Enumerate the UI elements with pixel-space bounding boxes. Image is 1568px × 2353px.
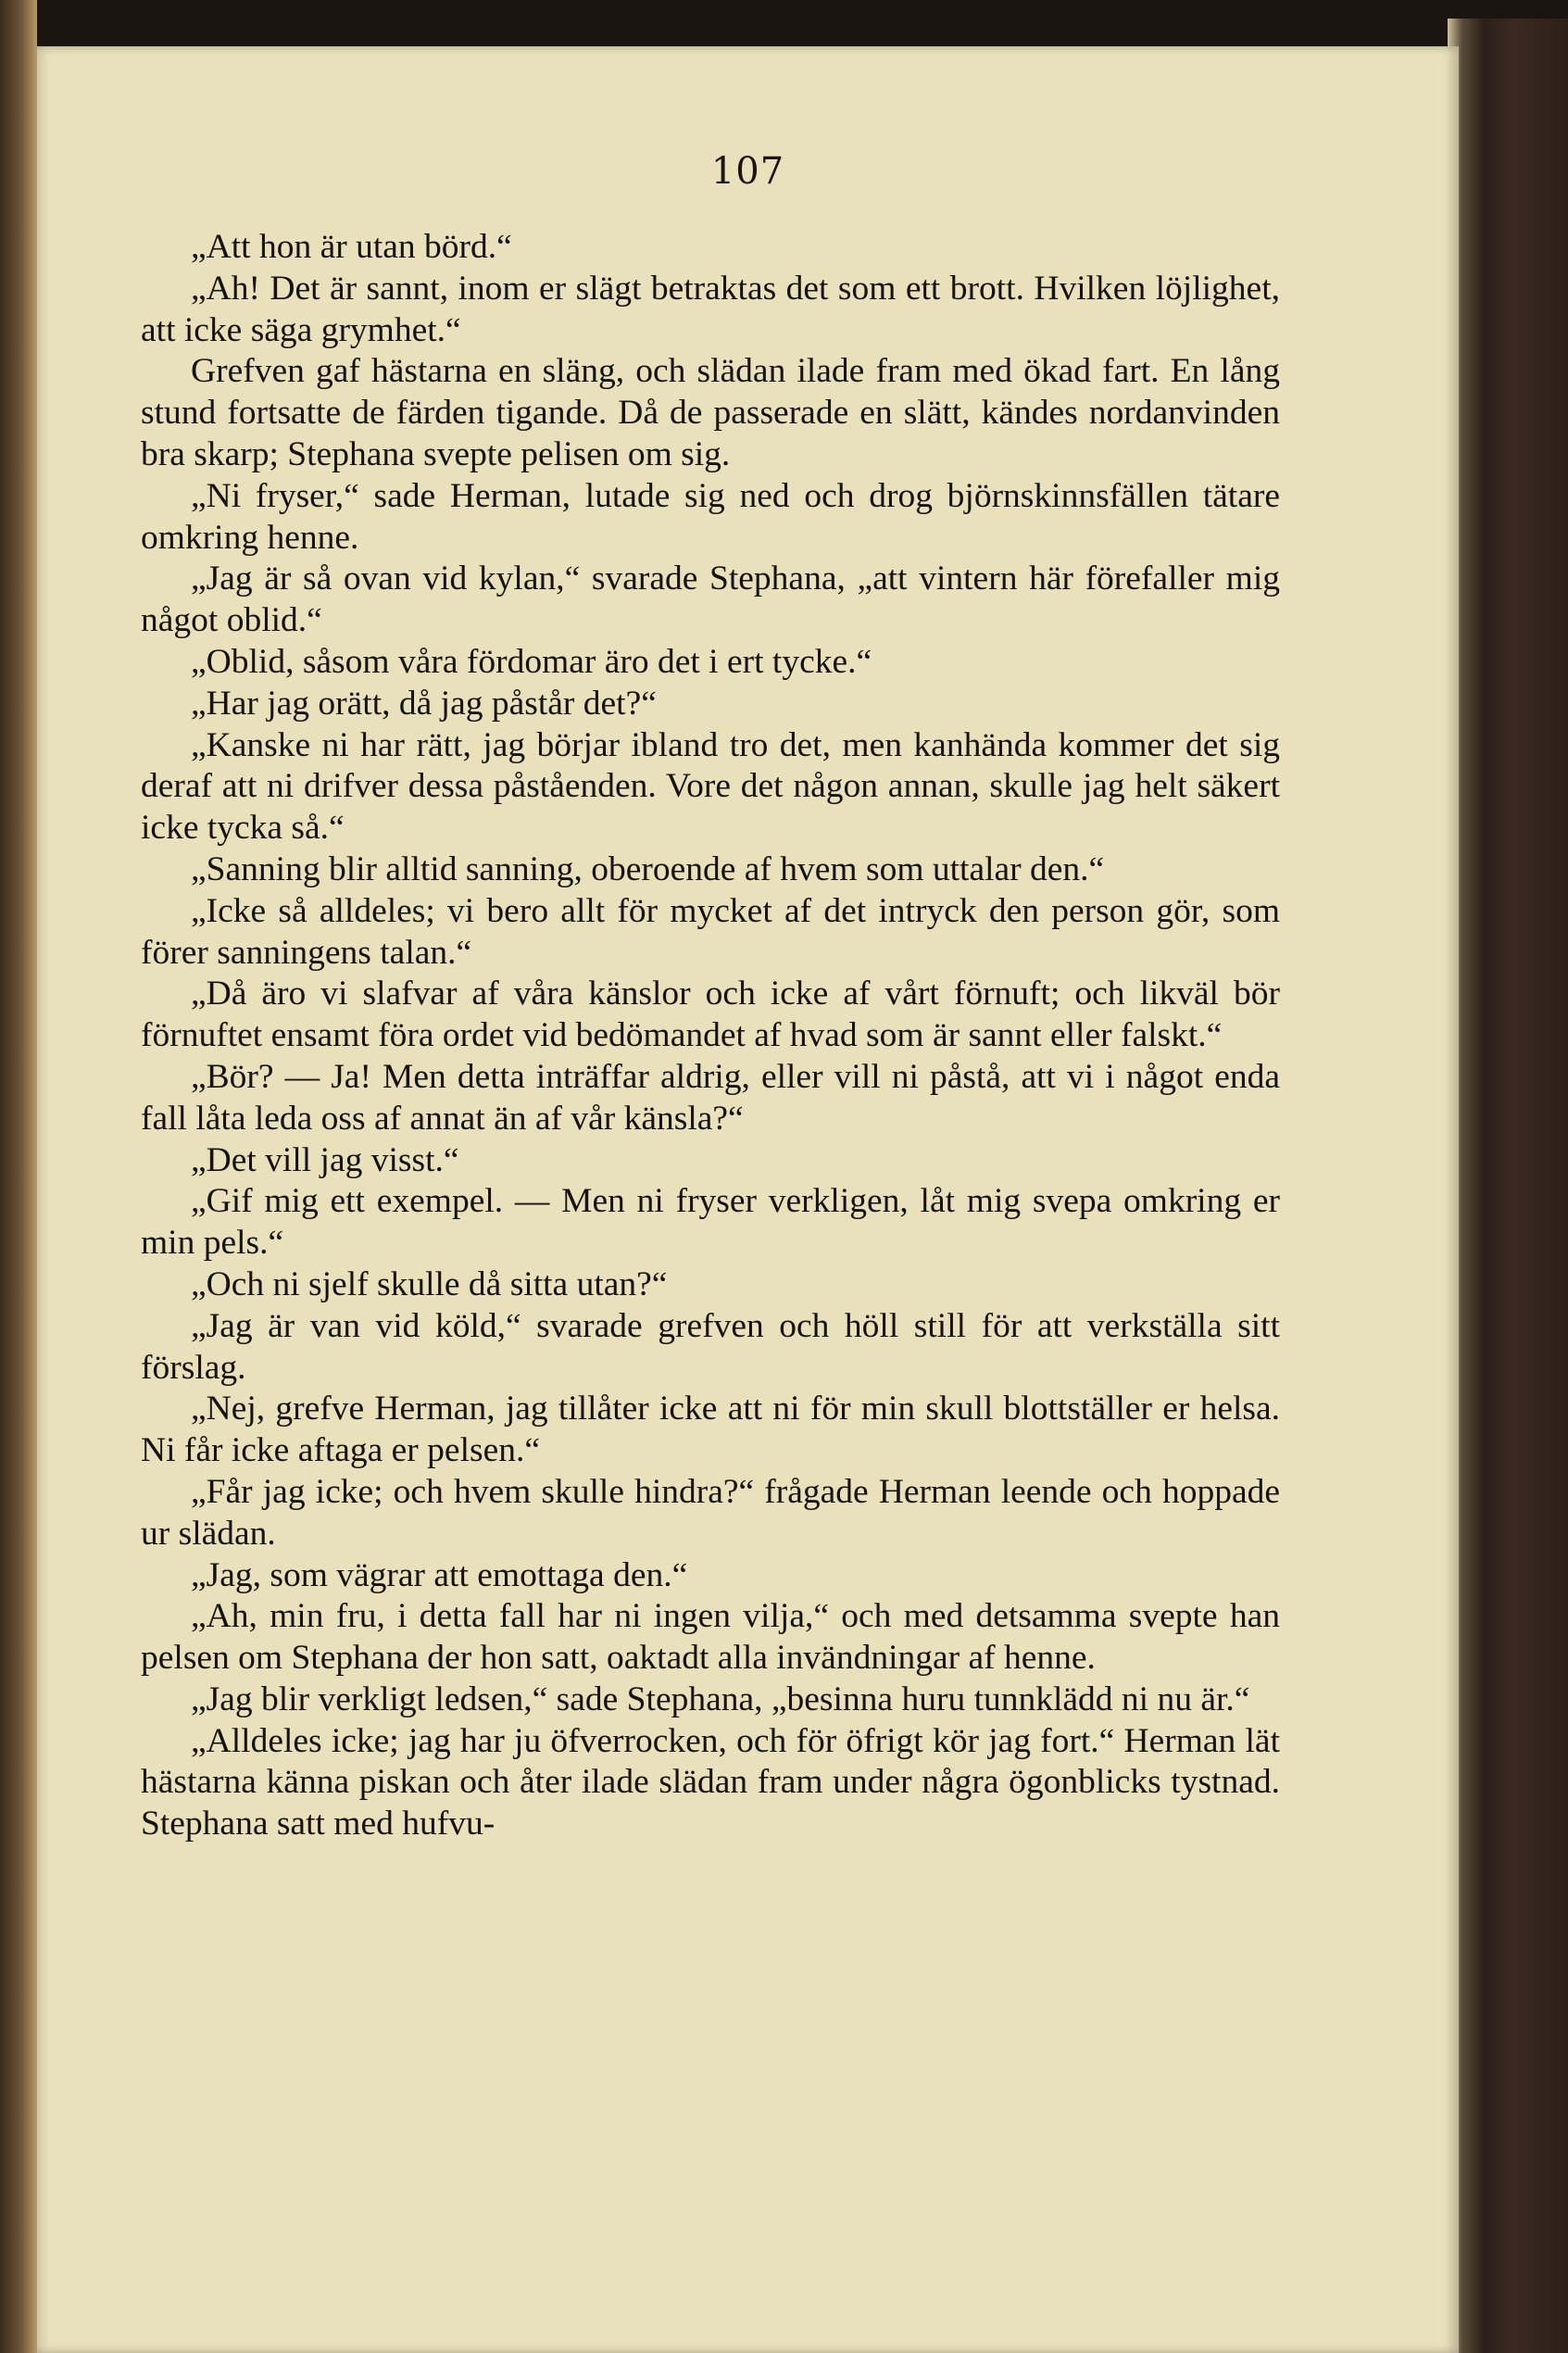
paragraph-11: „Då äro vi slafvar af våra känslor och icke af vårt förnuft; och likväl bör förnuftet ensamt föra ordet vid bedömandet af hvad som är sannt eller falskt.“ xyxy=(141,975,1280,1055)
paragraph-7: „Har jag orätt, då jag påstår det?“ xyxy=(191,684,657,723)
paragraph-14: „Gif mig ett exempel. — Men ni fryser verkligen, låt mig svepa omkring er min pels.“ xyxy=(141,1182,1280,1263)
book-binding-left xyxy=(0,0,37,2353)
paragraph-6: „Oblid, såsom våra fördomar äro det i ert tycke.“ xyxy=(191,642,872,681)
paragraph-10: „Icke så alldeles; vi bero allt för mycket af det intryck den person gör, som förer sanningens talan.“ xyxy=(141,891,1280,972)
book-cover-edge xyxy=(1448,19,1568,2353)
paragraph-8: „Kanske ni har rätt, jag börjar ibland tro det, men kanhända kommer det sig deraf att ni drifver dessa påståenden. Vore det någon annan, skulle jag helt säkert icke tycka så.“ xyxy=(141,725,1280,848)
body-text xyxy=(141,227,1280,1845)
paragraph-21: „Jag blir verkligt ledsen,“ sade Stephana, „besinna huru tunnklädd ni nu är.“ xyxy=(191,1680,1250,1718)
paragraph-22: „Alldeles icke; jag har ju öfverrocken, och för öfrigt kör jag fort.“ Herman lät hästarna känna piskan och åter ilade slädan fram under några ögonblicks tystnad. Stephana satt med hufvu- xyxy=(141,1721,1280,1843)
paragraph-20: „Ah, min fru, i detta fall har ni ingen vilja,“ och med detsamma svepte han pelsen om Stephana der hon satt, oaktadt alla invändningar af henne. xyxy=(141,1597,1280,1678)
book-page xyxy=(37,46,1459,2353)
paragraph-17: „Nej, grefve Herman, jag tillåter icke att ni för min skull blottställer er helsa. Ni får icke aftaga er pelsen.“ xyxy=(141,1390,1280,1470)
paragraph-18: „Får jag icke; och hvem skulle hindra?“ frågade Herman leende och hoppade ur slädan. xyxy=(141,1472,1280,1553)
paragraph-5: „Jag är så ovan vid kylan,“ svarade Stephana, „att vintern här förefaller mig något oblid.“ xyxy=(141,560,1280,640)
paragraph-13: „Det vill jag visst.“ xyxy=(191,1140,459,1179)
paragraph-1: „Att hon är utan börd.“ xyxy=(191,228,512,266)
paragraph-3: Grefven gaf hästarna en släng, och slädan ilade fram med ökad fart. En lång stund fortsatte de färden tigande. Då de passerade en slätt, kändes nordanvinden bra skarp; Stephana svepte pelisen om sig. xyxy=(141,352,1280,473)
page-number: 107 xyxy=(710,150,785,193)
paragraph-19: „Jag, som vägrar att emottaga den.“ xyxy=(191,1555,688,1594)
paragraph-15: „Och ni sjelf skulle då sitta utan?“ xyxy=(191,1265,668,1303)
paragraph-4: „Ni fryser,“ sade Herman, lutade sig ned och drog björnskinnsfällen tätare omkring henne. xyxy=(141,476,1280,557)
paragraph-12: „Bör? — Ja! Men detta inträffar aldrig, eller vill ni påstå, att vi i något enda fall låta leda oss af annat än af vår känsla?“ xyxy=(141,1057,1280,1138)
paragraph-16: „Jag är van vid köld,“ svarade grefven och höll still för att verkställa sitt förslag. xyxy=(141,1306,1280,1387)
paragraph-2: „Ah! Det är sannt, inom er slägt betraktas det som ett brott. Hvilken löjlighet, att icke säga grymhet.“ xyxy=(141,269,1280,349)
paragraph-9: „Sanning blir alltid sanning, oberoende af hvem som uttalar den.“ xyxy=(191,849,1105,888)
